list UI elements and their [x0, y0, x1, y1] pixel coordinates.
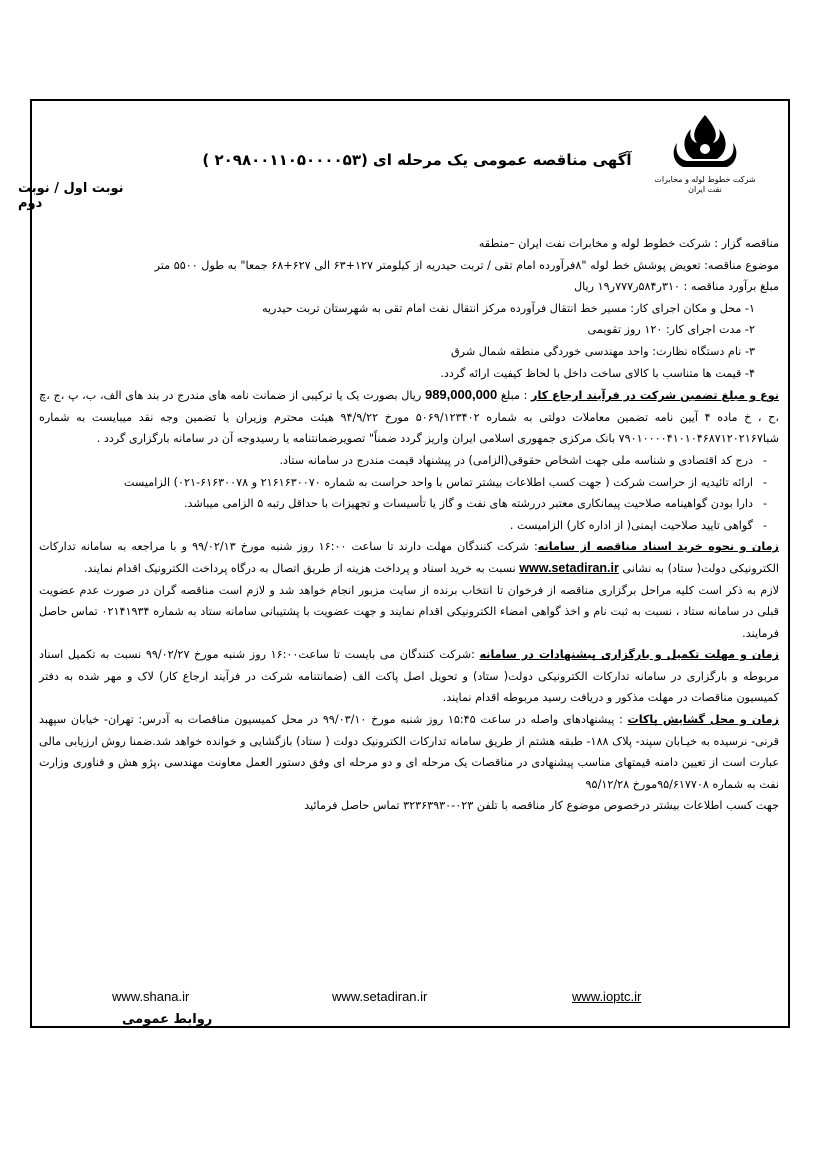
purchase-text-a: : شرکت کنندگان مهلت دارند تا ساعت ۱۶:۰۰ روز شنبه مورخ ۹۹/۰۲/۱۳ و با مراجعه به سامانه تدارکات الکترونیکی دولت( ستاد) به نشانی — [39, 540, 779, 575]
purchase-paragraph — [39, 536, 779, 579]
guarantee-text-b: ریال بصورت یک یا ترکیبی از ضمانت نامه های مندرج در بند های الف، ب، پ ،ج ،چ ،ح ، خ ماده ۴ آیین نامه تضمین معاملات دولتی به شماره ۵۰۶۹/۱۲۳۴۰۲ مورخ ۹۴/۹/۲۲ هیئت محترم وزیران یا تضمین وجه نقد میبایست به شماره شبا۷۹۰۱۰۰۰۰۴۱۰۱۰۴۶۸۷۱۲۰۲۱۶۷ بانک مرکزی جمهوری اسلامی ایران واریز گردد ضمناً" تصویرضمانتنامه یا رسیدوجه آن در سامانه بارگزاری گردد . — [39, 389, 780, 446]
item-prices: ۴- قیمت ها متناسب با کالای ساخت داخل با لحاظ کیفیت ارائه گردد. — [440, 366, 755, 380]
setadiran-footer-link[interactable]: www.setadiran.ir — [332, 989, 428, 1004]
requirement-item: - دارا بودن گواهینامه صلاحیت پیمانکاری معتبر دررشته های نفت و گاز یا تأسیسات و تجهیزات با حداقل رتبه ۵ الزامی میباشد. — [39, 493, 779, 515]
setadiran-link[interactable]: www.setadiran.ir — [519, 560, 619, 575]
notice-body — [39, 233, 779, 817]
public-relations-signature: روابط عمومی — [122, 1012, 213, 1027]
item-duration: ۲- مدت اجرای کار: ۱۲۰ روز تقویمی — [587, 323, 755, 337]
tenderer-line: مناقصه گزار : شرکت خطوط لوله و مخابرات نفت ایران –منطقه — [478, 237, 779, 250]
opening-heading: زمان و محل گشایش پاکات — [627, 713, 779, 727]
subject-line: موضوع مناقصه: تعویض پوشش خط لوله "۸فرآورده امام تقی / تربت حیدریه از کیلومتر ۱۲۷+۶۳ الی ۶۲۷+۶۸ جمعا" به طول ۵۵۰۰ متر — [154, 258, 779, 272]
guarantee-text-a: : مبلغ — [497, 389, 532, 403]
requirement-item: - ارائه تائیدیه از حراست شرکت ( جهت کسب اطلاعات بیشتر تماس با واحد حراست به شماره ۲۱۶۱۶۳۰۰۷۰ و ۶۱۶۳۰۰۷۸-۰۲۱) الزامیست — [39, 472, 779, 494]
guarantee-amount: 989,000,000 — [424, 387, 498, 403]
submission-heading: زمان و مهلت تکمیل و بارگزاری پیشنهادات در سامانه — [479, 648, 780, 662]
ioptc-link[interactable]: www.ioptc.ir — [572, 989, 642, 1004]
submission-paragraph — [39, 644, 779, 709]
guarantee-heading: نوع و مبلغ تضمین شرکت در فرآیند ارجاع کار — [531, 389, 780, 403]
registration-note: لازم به ذکر است کلیه مراحل برگزاری مناقصه از فرخوان تا انتخاب برنده از سایت مزبور انجام خواهد شد و لازم است مناقصه گران در صورت عدم عضویت قبلی در سامانه ستاد ، نسبت به ثبت نام و اخذ گواهی امضاء الکترونیکی اقدام نمایند و جهت عضویت با پشتیبانی سامانه ستاد به شماره ۰۲۱۴۱۹۳۴ تماس حاصل فرمایند. — [39, 583, 779, 640]
contact-line: جهت کسب اطلاعات بیشتر درخصوص موضوع کار مناقصه با تلفن ۰۲۳-۳۲۳۶۳۹۳۰ تماس حاصل فرمائید — [304, 799, 779, 813]
item-location: ۱- محل و مکان اجرای کار: مسیر خط انتقال فرآورده مرکز انتقال نفت امام تقی به شهرستان تربت حیدریه — [261, 301, 755, 315]
notice-round: نوبت اول / نوبت دوم — [18, 181, 124, 211]
flame-logo-icon — [665, 113, 745, 173]
opening-text: : پیشنهادهای واصله در ساعت ۱۵:۴۵ روز شنبه مورخ ۹۹/۰۳/۱۰ در محل کمیسیون مناقصات به آدرس: تهران- خیابان سپهبد قرنی- نرسیده به خیـابان سپند- پلاک ۱۸۸- طبقه هشتم از طریق سامانه تدارکات الکترونیک دولت ( ستاد) بازگشایی و خوانده خواهد شد.ضمنا روش ارزیابی مالی عبارت است از تعیین دامنه قیمتهای مناسب پیشنهادی در مناقصات یک مرحله ای و دو مرحله ای وفق دستور العمل معاونت مهندسی ،پژو هش و فناوری وزارت نفت به شماره ۹۵/۶۱۷۷۰۸مورخ ۹۵/۱۲/۲۸ — [39, 713, 779, 791]
opening-paragraph — [39, 709, 779, 795]
requirement-item: - گواهی تایید صلاحیت ایمنی( از اداره کار) الزامیست . — [39, 515, 779, 537]
estimate-line: مبلغ برآورد مناقصه : ۳۱۰ر۵۸۴ر۷۷۷ر۱۹ ریال — [574, 280, 779, 294]
logo-caption: شرکت خطوط لوله و مخابرات نفت ایران — [654, 175, 756, 194]
footer-links — [32, 989, 788, 1007]
submission-text: :شرکت کنندگان می بایست تا ساعت۱۶:۰۰ روز شنبه مورخ ۹۹/۰۲/۲۷ نسبت به تکمیل اسناد مربوطه و بارگزاری در سامانه تدارکات الکترونیکی دولت( ستاد) و تحویل اصل پاکت الف (ضمانتنامه شرکت در فرآیند ارجاع کار) لاک و مهر شده به دفتر کمیسیون مناقصات در مهلت مذکور و دریافت رسید مربوطه اقدام نمایند. — [39, 648, 779, 705]
requirement-item: - درج کد اقتصادی و شناسه ملی جهت اشخاص حقوقی(الزامی) در پیشنهاد قیمت مندرج در سامانه ستاد. — [39, 450, 779, 472]
tender-notice-frame — [18, 99, 790, 1028]
shana-link[interactable]: www.shana.ir — [112, 989, 190, 1004]
purchase-heading: زمان و نحوه خرید اسناد مناقصه از سامانه — [537, 540, 779, 554]
item-supervisor: ۳- نام دستگاه نظارت: واحد مهندسی خوردگی منطقه شمال شرق — [450, 344, 755, 358]
guarantee-paragraph — [39, 384, 779, 450]
purchase-text-b: نسبت به خرید اسناد و پرداخت هزینه از طریق اتصال به درگاه پرداخت الکترونیک اقدام نمایند. — [83, 561, 520, 575]
notice-title: آگهی مناقصه عمومی یک مرحله ای (۲۰۹۸۰۰۱۱۰۵۰۰۰۰۵۳ ) — [202, 151, 632, 169]
